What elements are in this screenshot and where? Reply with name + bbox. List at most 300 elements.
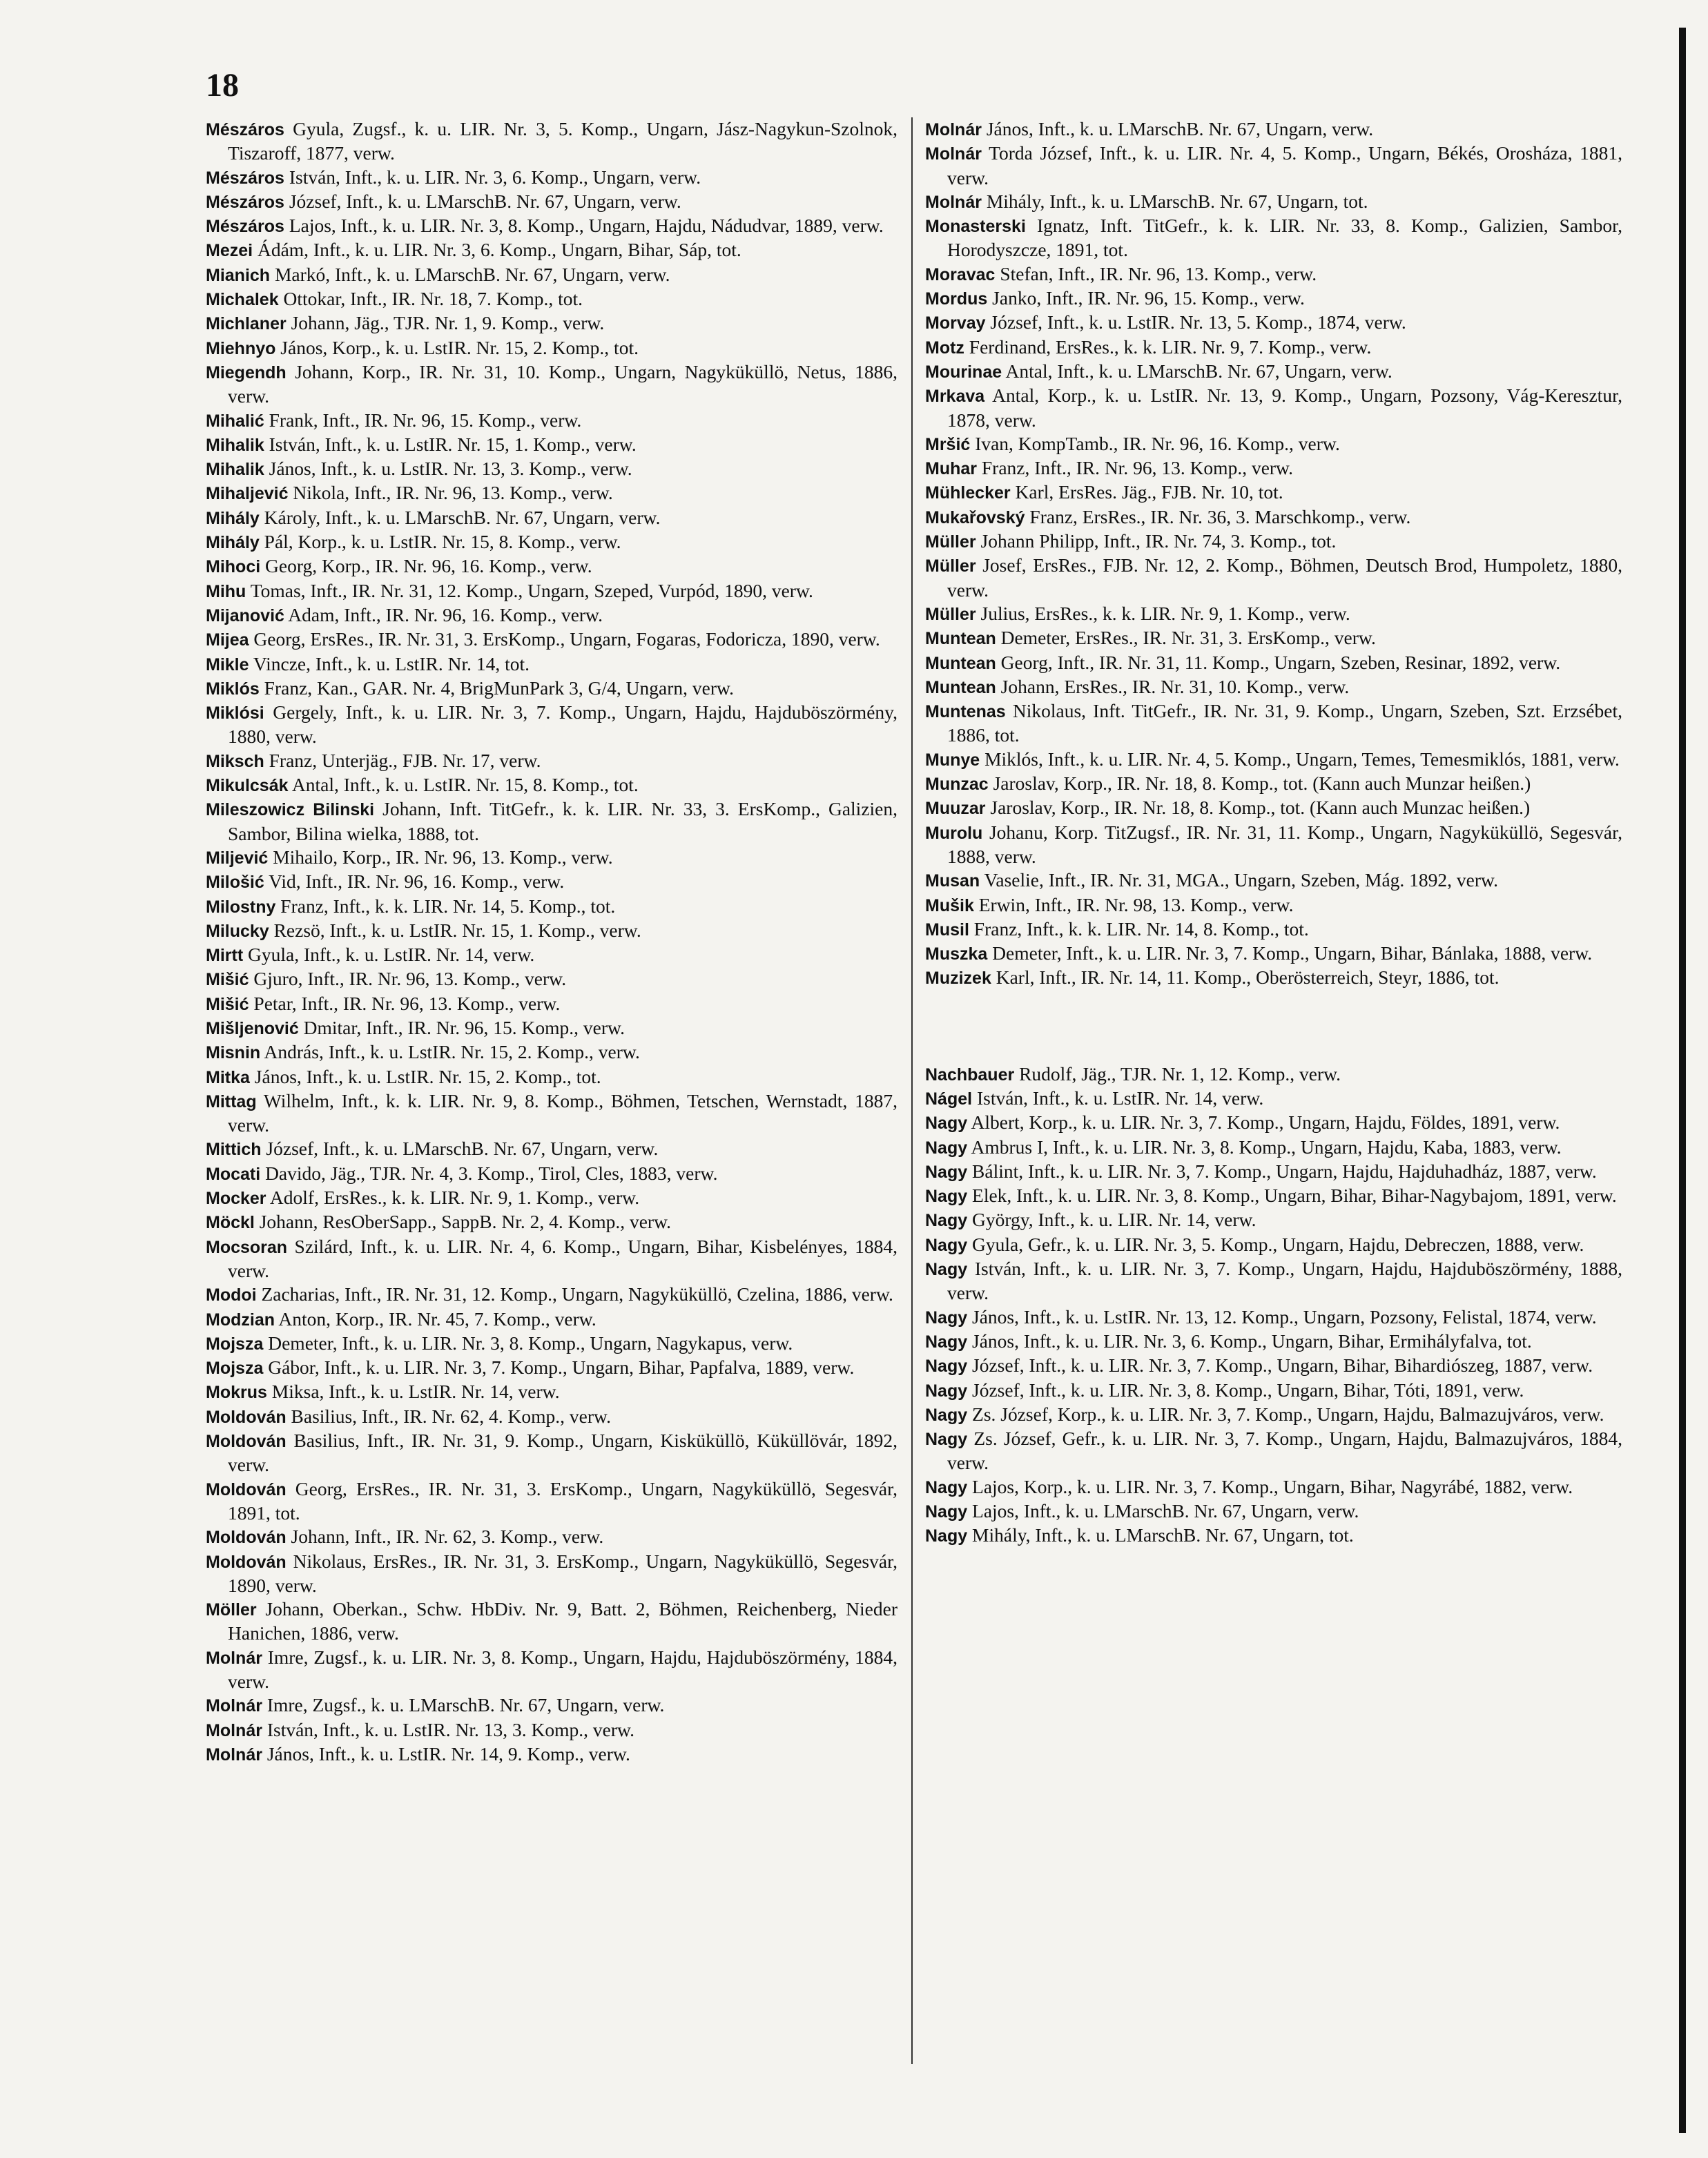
register-entry xyxy=(925,432,1622,456)
entry-details: János, Inft., k. u. LstIR. Nr. 15, 2. Komp., tot. xyxy=(254,1065,601,1087)
entry-surname: Nágel xyxy=(925,1089,973,1109)
entry-surname: Mitka xyxy=(206,1067,250,1087)
entry-surname: Mühlecker xyxy=(925,483,1011,503)
entry-details: Jaroslav, Korp., IR. Nr. 18, 8. Komp., tot. (Kann auch Munzar heißen.) xyxy=(993,772,1531,795)
entry-details: Ferdinand, ErsRes., k. k. LIR. Nr. 9, 7. Komp., verw. xyxy=(969,336,1372,358)
entry-surname: Molnár xyxy=(206,1744,262,1765)
entry-surname: Molnár xyxy=(206,1720,262,1740)
register-entry xyxy=(206,409,897,433)
register-entry xyxy=(925,1379,1622,1403)
register-entry xyxy=(925,893,1622,917)
register-entry xyxy=(206,214,897,238)
entry-details: József, Inft., k. u. LstIR. Nr. 13, 5. Komp., 1874, verw. xyxy=(990,311,1406,333)
entry-details: Basilius, Inft., IR. Nr. 62, 4. Komp., verw. xyxy=(291,1405,611,1427)
entry-details: István, Inft., k. u. LstIR. Nr. 13, 3. Komp., verw. xyxy=(266,1718,634,1740)
entry-surname: Moravac xyxy=(925,264,996,284)
register-entry xyxy=(206,1283,897,1307)
entry-details: Adam, Inft., IR. Nr. 96, 16. Komp., verw. xyxy=(288,603,603,625)
entry-details: Demeter, Inft., k. u. LIR. Nr. 3, 7. Komp., Ungarn, Bihar, Bánlaka, 1888, verw. xyxy=(992,942,1593,964)
register-entry xyxy=(206,506,897,530)
section-gap xyxy=(925,991,1622,1062)
entry-surname: Mocker xyxy=(206,1189,266,1209)
register-entry xyxy=(206,1235,897,1283)
entry-details: Ottokar, Inft., IR. Nr. 18, 7. Komp., tot. xyxy=(283,288,583,310)
entry-details: Rezsö, Inft., k. u. LstIR. Nr. 15, 1. Komp., verw. xyxy=(273,919,641,941)
entry-details: Lajos, Inft., k. u. LIR. Nr. 3, 8. Komp., Ungarn, Hajdu, Nádudvar, 1889, verw. xyxy=(289,215,884,237)
entry-surname: Nagy xyxy=(925,1187,968,1207)
register-entry xyxy=(206,287,897,311)
entry-details: Imre, Zugsf., k. u. LIR. Nr. 3, 8. Komp., Ungarn, Hajdu, Hajduböszörmény, 1884, verw. xyxy=(228,1646,898,1692)
register-entry xyxy=(925,1403,1622,1427)
entry-surname: Miklósi xyxy=(206,703,264,723)
entry-details: József, Inft., k. u. LMarschB. Nr. 67, Ungarn, verw. xyxy=(289,190,681,212)
entry-details: István, Inft., k. u. LIR. Nr. 3, 7. Komp., Ungarn, Hajdu, Hajduböszörmény, 1888, verw. xyxy=(947,1258,1623,1304)
register-entry xyxy=(925,505,1622,529)
entry-details: János, Inft., k. u. LMarschB. Nr. 67, Ungarn, verw. xyxy=(986,118,1374,139)
entry-surname: Nagy xyxy=(925,1162,968,1182)
entry-details: Mihály, Inft., k. u. LMarschB. Nr. 67, Ungarn, tot. xyxy=(986,190,1368,212)
entry-surname: Monasterski xyxy=(925,217,1026,237)
register-entry xyxy=(925,360,1622,384)
entry-details: Gjuro, Inft., IR. Nr. 96, 13. Komp., verw. xyxy=(253,968,567,990)
entry-surname: Muntenas xyxy=(925,702,1006,722)
entry-surname: Mihalić xyxy=(206,411,264,431)
entry-surname: Miljević xyxy=(206,848,269,868)
entry-details: György, Inft., k. u. LIR. Nr. 14, verw. xyxy=(972,1209,1256,1231)
entry-surname: Nagy xyxy=(925,1502,968,1522)
entry-details: Rudolf, Jäg., TJR. Nr. 1, 12. Komp., verw. xyxy=(1019,1062,1341,1085)
entry-surname: Mojsza xyxy=(206,1334,264,1354)
entry-details: István, Inft., k. u. LstIR. Nr. 14, verw. xyxy=(976,1087,1264,1109)
entry-surname: Mittich xyxy=(206,1140,262,1160)
register-entry xyxy=(206,1356,897,1380)
entry-details: Vaselie, Inft., IR. Nr. 31, MGA., Ungarn, Szeben, Mág. 1892, verw. xyxy=(984,869,1498,891)
entry-details: Elek, Inft., k. u. LIR. Nr. 3, 8. Komp., Ungarn, Bihar, Bihar-Nagybajom, 1891, verw. xyxy=(972,1185,1617,1207)
entry-surname: Mileszowicz Bilinski xyxy=(206,800,375,820)
register-entry xyxy=(925,529,1622,554)
entry-surname: Moldován xyxy=(206,1552,287,1572)
entry-details: Miksa, Inft., k. u. LstIR. Nr. 14, verw. xyxy=(271,1381,560,1403)
entry-details: Franz, Unterjäg., FJB. Nr. 17, verw. xyxy=(269,749,541,771)
entry-details: Antal, Inft., k. u. LMarschB. Nr. 67, Ungarn, verw. xyxy=(1005,360,1392,382)
entry-details: Johann, ErsRes., IR. Nr. 31, 10. Komp., verw. xyxy=(1000,675,1350,697)
register-entry xyxy=(925,1524,1622,1548)
entry-details: Johanu, Korp. TitZugsf., IR. Nr. 31, 11. Komp., Ungarn, Nagyküküllö, Segesvár, 1888, verw. xyxy=(947,821,1623,867)
entry-surname: Mihalik xyxy=(206,435,264,455)
register-entry xyxy=(206,336,897,360)
register-entry xyxy=(925,1184,1622,1208)
register-entry xyxy=(925,214,1622,262)
entry-details: Georg, ErsRes., IR. Nr. 31, 3. ErsKomp., Ungarn, Nagyküküllö, Segesvár, 1891, tot. xyxy=(228,1477,898,1524)
entry-surname: Mijea xyxy=(206,630,249,650)
entry-details: István, Inft., k. u. LIR. Nr. 3, 6. Komp., Ungarn, verw. xyxy=(289,166,701,188)
entry-details: Nikola, Inft., IR. Nr. 96, 13. Komp., verw. xyxy=(293,482,613,504)
register-entry xyxy=(925,262,1622,286)
register-entry xyxy=(206,1065,897,1089)
entry-surname: Mészáros xyxy=(206,120,284,139)
register-entry xyxy=(925,142,1622,190)
entry-surname: Nagy xyxy=(925,1308,968,1328)
entry-details: Demeter, ErsRes., IR. Nr. 31, 3. ErsKomp., verw. xyxy=(1000,627,1376,649)
entry-details: Imre, Zugsf., k. u. LMarschB. Nr. 67, Ungarn, verw. xyxy=(266,1694,665,1716)
entry-surname: Nachbauer xyxy=(925,1065,1015,1085)
register-entry xyxy=(206,1186,897,1210)
entry-surname: Mocsoran xyxy=(206,1237,288,1257)
register-entry xyxy=(206,1089,897,1138)
entry-surname: Nagy xyxy=(925,1332,968,1352)
register-entry xyxy=(925,942,1622,966)
register-entry xyxy=(925,675,1622,699)
entry-details: Franz, ErsRes., IR. Nr. 36, 3. Marschkomp., verw. xyxy=(1029,505,1411,527)
register-entry xyxy=(925,1160,1622,1184)
entry-surname: Mršić xyxy=(925,434,971,454)
entry-surname: Nagy xyxy=(925,1211,968,1231)
entry-details: Georg, ErsRes., IR. Nr. 31, 3. ErsKomp., Ungarn, Fogaras, Fodoricza, 1890, verw. xyxy=(253,628,880,650)
entry-surname: Moldován xyxy=(206,1432,287,1452)
entry-surname: Mišljenović xyxy=(206,1018,299,1038)
register-entry xyxy=(206,1308,897,1332)
entry-surname: Mišić xyxy=(206,970,249,990)
register-entry xyxy=(925,554,1622,602)
register-entry xyxy=(206,1040,897,1065)
register-entry xyxy=(206,1525,897,1549)
entry-surname: Möckl xyxy=(206,1213,255,1233)
entry-details: József, Inft., k. u. LIR. Nr. 3, 8. Komp., Ungarn, Bihar, Tóti, 1891, verw. xyxy=(972,1379,1524,1401)
register-entry xyxy=(206,603,897,628)
register-entry xyxy=(206,238,897,262)
entry-surname: Modoi xyxy=(206,1285,257,1305)
entry-details: Petar, Inft., IR. Nr. 96, 13. Komp., verw. xyxy=(253,992,561,1014)
entry-surname: Modzian xyxy=(206,1310,275,1330)
register-entry xyxy=(206,1718,897,1742)
register-entry xyxy=(925,796,1622,820)
entry-surname: Nagy xyxy=(925,1405,968,1425)
register-entry xyxy=(206,1646,897,1694)
entry-surname: Mourinae xyxy=(925,362,1002,382)
register-entry xyxy=(925,1208,1622,1232)
entry-details: Frank, Inft., IR. Nr. 96, 15. Komp., verw. xyxy=(269,409,582,431)
entry-details: Vid, Inft., IR. Nr. 96, 16. Komp., verw. xyxy=(269,871,565,893)
entry-surname: Moldován xyxy=(206,1528,287,1548)
register-entry xyxy=(206,1429,897,1477)
register-entry xyxy=(206,943,897,967)
entry-surname: Mrkava xyxy=(925,387,985,407)
entry-surname: Muzizek xyxy=(925,969,991,989)
entry-surname: Mukařovský xyxy=(925,507,1025,527)
entry-details: István, Inft., k. u. LstIR. Nr. 15, 1. Komp., verw. xyxy=(269,433,637,455)
entry-surname: Miksch xyxy=(206,751,264,771)
entry-details: János, Inft., k. u. LstIR. Nr. 14, 9. Komp., verw. xyxy=(266,1742,630,1765)
entry-details: Gyula, Zugsf., k. u. LIR. Nr. 3, 5. Komp., Ungarn, Jász-Nagykun-Szolnok, Tiszaroff, 1877, verw. xyxy=(228,118,897,164)
register-entry xyxy=(206,992,897,1016)
entry-surname: Munye xyxy=(925,750,980,770)
register-entry xyxy=(925,286,1622,311)
register-entry xyxy=(925,772,1622,796)
entry-details: Jaroslav, Korp., IR. Nr. 18, 8. Komp., tot. (Kann auch Munzac heißen.) xyxy=(990,797,1531,819)
entry-details: János, Inft., k. u. LstIR. Nr. 13, 12. Komp., Ungarn, Pozsony, Felistal, 1874, verw. xyxy=(972,1305,1597,1328)
entry-surname: Muntean xyxy=(925,629,996,649)
entry-surname: Müller xyxy=(925,556,976,576)
register-entry xyxy=(925,1330,1622,1354)
entry-surname: Molnár xyxy=(206,1696,262,1716)
entry-details: Mihály, Inft., k. u. LMarschB. Nr. 67, Ungarn, tot. xyxy=(972,1524,1354,1546)
entry-surname: Mordus xyxy=(925,289,988,309)
entry-details: Antal, Inft., k. u. LstIR. Nr. 15, 8. Komp., tot. xyxy=(291,774,639,796)
entry-details: József, Inft., k. u. LMarschB. Nr. 67, Ungarn, verw. xyxy=(266,1138,659,1160)
register-entry xyxy=(206,481,897,505)
entry-details: Gergely, Inft., k. u. LIR. Nr. 3, 7. Komp., Ungarn, Hajdu, Hajduböszörmény, 1880, verw. xyxy=(228,701,897,748)
entry-surname: Mikulcsák xyxy=(206,776,289,796)
entry-surname: Molnár xyxy=(925,144,982,164)
entry-surname: Motz xyxy=(925,338,964,358)
entry-details: Karl, ErsRes. Jäg., FJB. Nr. 10, tot. xyxy=(1015,481,1283,503)
entry-details: Ádám, Inft., k. u. LIR. Nr. 3, 6. Komp., Ungarn, Bihar, Sáp, tot. xyxy=(257,239,741,261)
register-entry xyxy=(206,749,897,773)
register-entry xyxy=(925,1087,1622,1111)
entry-surname: Mocati xyxy=(206,1164,261,1184)
entry-surname: Nagy xyxy=(925,1114,968,1134)
register-entry xyxy=(206,797,897,846)
entry-details: Franz, Inft., k. k. LIR. Nr. 14, 5. Komp., tot. xyxy=(280,895,616,917)
entry-details: Franz, Inft., IR. Nr. 96, 13. Komp., verw. xyxy=(981,457,1294,479)
entry-details: Mihailo, Korp., IR. Nr. 96, 13. Komp., verw. xyxy=(273,846,613,868)
entry-surname: Moldován xyxy=(206,1407,287,1427)
register-entry xyxy=(925,1354,1622,1378)
entry-surname: Muntean xyxy=(925,653,996,673)
entry-surname: Mirtt xyxy=(206,946,244,966)
entry-details: Julius, ErsRes., k. k. LIR. Nr. 9, 1. Komp., verw. xyxy=(980,602,1350,624)
entry-surname: Muuzar xyxy=(925,799,986,819)
entry-surname: Mihu xyxy=(206,581,246,601)
register-entry xyxy=(925,1233,1622,1257)
entry-surname: Musan xyxy=(925,871,980,891)
entry-surname: Miegendh xyxy=(206,362,287,382)
entry-surname: Nagy xyxy=(925,1357,968,1377)
entry-surname: Musil xyxy=(925,920,969,940)
entry-surname: Moldován xyxy=(206,1479,287,1499)
register-entry xyxy=(206,1742,897,1767)
entry-surname: Milošić xyxy=(206,873,264,893)
right-column-n-entries xyxy=(925,1062,1622,1548)
register-entry xyxy=(925,1475,1622,1499)
register-entry xyxy=(206,433,897,457)
register-entry xyxy=(206,263,897,287)
entry-details: Franz, Inft., k. k. LIR. Nr. 14, 8. Komp., tot. xyxy=(973,917,1309,940)
entry-details: Franz, Kan., GAR. Nr. 4, BrigMunPark 3, G/4, Ungarn, verw. xyxy=(264,677,734,699)
entry-surname: Munzac xyxy=(925,775,989,795)
register-entry xyxy=(206,1405,897,1429)
entry-details: Gyula, Gefr., k. u. LIR. Nr. 3, 5. Komp., Ungarn, Hajdu, Debreczen, 1888, verw. xyxy=(972,1233,1584,1255)
register-entry xyxy=(925,699,1622,748)
entry-details: Nikolaus, ErsRes., IR. Nr. 31, 3. ErsKomp., Ungarn, Nagyküküllö, Segesvár, 1890, verw. xyxy=(228,1550,898,1596)
entry-details: Gábor, Inft., k. u. LIR. Nr. 3, 7. Komp., Ungarn, Bihar, Papfalva, 1889, verw. xyxy=(268,1357,855,1379)
entry-details: Johann, Oberkan., Schw. HbDiv. Nr. 9, Batt. 2, Böhmen, Reichenberg, Nieder Hanichen, 1886, verw. xyxy=(228,1598,898,1644)
entry-surname: Molnár xyxy=(925,120,982,139)
right-column xyxy=(925,117,1622,1548)
register-entry xyxy=(925,1062,1622,1087)
entry-surname: Molnár xyxy=(206,1648,262,1668)
entry-details: Erwin, Inft., IR. Nr. 98, 13. Komp., verw. xyxy=(978,893,1294,915)
entry-details: Josef, ErsRes., FJB. Nr. 12, 2. Komp., Böhmen, Deutsch Brod, Humpoletz, 1880, verw. xyxy=(947,554,1622,601)
entry-surname: Müller xyxy=(925,604,976,624)
entry-details: János, Inft., k. u. LstIR. Nr. 13, 3. Komp., verw. xyxy=(269,458,632,480)
entry-surname: Mokrus xyxy=(206,1383,267,1403)
register-entry xyxy=(206,1137,897,1161)
entry-surname: Nagy xyxy=(925,1260,968,1280)
register-entry xyxy=(925,384,1622,432)
entry-details: Janko, Inft., IR. Nr. 96, 15. Komp., verw. xyxy=(992,287,1305,309)
register-entry xyxy=(206,628,897,652)
entry-details: Ignatz, Inft. TitGefr., k. k. LIR. Nr. 33, 8. Komp., Galizien, Sambor, Horodyszcze, 1891, tot. xyxy=(947,215,1622,261)
register-entry xyxy=(206,773,897,797)
entry-details: János, Korp., k. u. LstIR. Nr. 15, 2. Komp., tot. xyxy=(280,336,639,358)
entry-details: Anton, Korp., IR. Nr. 45, 7. Komp., verw. xyxy=(278,1308,596,1330)
register-entry xyxy=(925,1427,1622,1475)
register-entry xyxy=(206,554,897,579)
entry-details: Szilárd, Inft., k. u. LIR. Nr. 4, 6. Komp., Ungarn, Bihar, Kisbelényes, 1884, verw. xyxy=(228,1235,898,1281)
entry-surname: Murolu xyxy=(925,823,983,843)
register-entry xyxy=(925,651,1622,675)
entry-surname: Mittag xyxy=(206,1091,257,1111)
register-entry xyxy=(206,117,897,166)
entry-details: Zacharias, Inft., IR. Nr. 31, 12. Komp., Ungarn, Nagyküküllö, Czelina, 1886, verw. xyxy=(261,1283,893,1305)
entry-details: Johann, Inft. TitGefr., k. k. LIR. Nr. 33, 3. ErsKomp., Galizien, Sambor, Bilina wielka, 1888, tot. xyxy=(228,798,897,844)
entry-details: Nikolaus, Inft. TitGefr., IR. Nr. 31, 9. Komp., Ungarn, Szeben, Szt. Erzsébet, 1886, tot. xyxy=(947,700,1622,746)
register-entry xyxy=(925,602,1622,626)
entry-surname: Michlaner xyxy=(206,314,287,334)
register-entry xyxy=(206,457,897,481)
entry-surname: Michalek xyxy=(206,290,279,310)
register-entry xyxy=(925,1111,1622,1135)
page-number: 18 xyxy=(206,67,239,104)
entry-details: Miklós, Inft., k. u. LIR. Nr. 4, 5. Komp., Ungarn, Temes, Temesmiklós, 1881, verw. xyxy=(984,748,1620,770)
entry-details: Bálint, Inft., k. u. LIR. Nr. 3, 7. Komp., Ungarn, Hajdu, Hajduhadház, 1887, verw. xyxy=(972,1160,1597,1182)
register-entry xyxy=(206,677,897,701)
entry-surname: Nagy xyxy=(925,1430,968,1450)
entry-details: Torda József, Inft., k. u. LIR. Nr. 4, 5. Komp., Ungarn, Békés, Orosháza, 1881, verw. xyxy=(947,142,1623,188)
page-edge xyxy=(1679,28,1686,2133)
entry-surname: Molnár xyxy=(925,192,982,212)
register-entry xyxy=(206,1016,897,1040)
entry-surname: Muhar xyxy=(925,459,977,479)
entry-surname: Milostny xyxy=(206,897,276,917)
register-entry xyxy=(206,1162,897,1186)
register-entry xyxy=(206,1597,897,1646)
entry-details: András, Inft., k. u. LstIR. Nr. 15, 2. Komp., verw. xyxy=(264,1041,640,1063)
register-entry xyxy=(206,579,897,603)
column-divider xyxy=(911,117,913,2064)
register-entry xyxy=(925,480,1622,505)
entry-details: Tomas, Inft., IR. Nr. 31, 12. Komp., Ungarn, Szeped, Vurpód, 1890, verw. xyxy=(250,579,813,601)
entry-details: János, Inft., k. u. LIR. Nr. 3, 6. Komp., Ungarn, Bihar, Ermihályfalva, tot. xyxy=(972,1330,1532,1352)
register-entry xyxy=(206,530,897,554)
register-entry xyxy=(206,1477,897,1526)
entry-surname: Nagy xyxy=(925,1381,968,1401)
register-entry xyxy=(206,360,897,409)
register-entry xyxy=(925,917,1622,942)
entry-surname: Mikle xyxy=(206,654,249,674)
left-column xyxy=(206,117,897,1767)
entry-details: Stefan, Inft., IR. Nr. 96, 13. Komp., verw. xyxy=(1000,262,1317,284)
entry-surname: Mihály xyxy=(206,508,260,528)
entry-surname: Nagy xyxy=(925,1477,968,1497)
register-entry xyxy=(206,1210,897,1234)
entry-details: Basilius, Inft., IR. Nr. 31, 9. Komp., Ungarn, Kisküküllö, Küküllövár, 1892, verw. xyxy=(228,1430,897,1476)
entry-details: Lajos, Inft., k. u. LMarschB. Nr. 67, Ungarn, verw. xyxy=(972,1500,1359,1522)
entry-details: Adolf, ErsRes., k. k. LIR. Nr. 9, 1. Komp., verw. xyxy=(269,1187,640,1209)
register-entry xyxy=(206,870,897,894)
entry-surname: Misnin xyxy=(206,1043,261,1063)
entry-details: Demeter, Inft., k. u. LIR. Nr. 3, 8. Komp., Ungarn, Nagykapus, verw. xyxy=(268,1332,793,1354)
entry-surname: Mišić xyxy=(206,994,249,1014)
entry-details: Davido, Jäg., TJR. Nr. 4, 3. Komp., Tirol, Cles, 1883, verw. xyxy=(265,1162,718,1184)
register-entry xyxy=(925,456,1622,480)
register-entry xyxy=(206,1693,897,1718)
register-entry xyxy=(925,821,1622,869)
register-entry xyxy=(206,967,897,991)
entry-details: Johann, ResOberSapp., SappB. Nr. 2, 4. Komp., verw. xyxy=(259,1211,672,1233)
register-entry xyxy=(206,1550,897,1598)
register-entry xyxy=(206,166,897,190)
entry-details: Antal, Korp., k. u. LstIR. Nr. 13, 9. Komp., Ungarn, Pozsony, Vág-Keresztur, 1878, verw. xyxy=(947,385,1623,431)
entry-details: Wilhelm, Inft., k. k. LIR. Nr. 9, 8. Komp., Böhmen, Tetschen, Wernstadt, 1887, verw. xyxy=(228,1089,897,1136)
entry-surname: Müller xyxy=(925,532,976,552)
entry-surname: Mihály xyxy=(206,533,260,553)
entry-details: József, Inft., k. u. LIR. Nr. 3, 7. Komp., Ungarn, Bihar, Bihardiószeg, 1887, verw. xyxy=(972,1354,1593,1377)
entry-surname: Miehnyo xyxy=(206,338,276,358)
register-entry xyxy=(925,1305,1622,1330)
register-entry xyxy=(206,311,897,336)
entry-details: Lajos, Korp., k. u. LIR. Nr. 3, 7. Komp., Ungarn, Bihar, Nagyrábé, 1882, verw. xyxy=(972,1475,1573,1497)
entry-surname: Mészáros xyxy=(206,168,284,188)
register-entry xyxy=(925,1257,1622,1305)
entry-details: Albert, Korp., k. u. LIR. Nr. 3, 7. Komp., Ungarn, Hajdu, Földes, 1891, verw. xyxy=(971,1111,1560,1134)
register-entry xyxy=(206,190,897,214)
entry-details: Vincze, Inft., k. u. LstIR. Nr. 14, tot. xyxy=(253,652,530,674)
entry-surname: Mijanović xyxy=(206,605,284,625)
register-entry xyxy=(925,748,1622,772)
register-entry xyxy=(925,1136,1622,1160)
entry-details: Johann Philipp, Inft., IR. Nr. 74, 3. Komp., tot. xyxy=(980,530,1337,552)
entry-details: Ambrus I, Inft., k. u. LIR. Nr. 3, 8. Komp., Ungarn, Hajdu, Kaba, 1883, verw. xyxy=(971,1136,1562,1158)
entry-details: Pál, Korp., k. u. LstIR. Nr. 15, 8. Komp., verw. xyxy=(264,531,621,553)
entry-surname: Miklós xyxy=(206,679,260,699)
entry-surname: Mianich xyxy=(206,265,271,285)
entry-details: Johann, Korp., IR. Nr. 31, 10. Komp., Ungarn, Nagyküküllö, Netus, 1886, verw. xyxy=(228,360,898,407)
register-entry xyxy=(925,190,1622,214)
register-entry xyxy=(925,1499,1622,1524)
entry-surname: Mihoci xyxy=(206,557,261,577)
register-entry xyxy=(206,846,897,870)
entry-surname: Milucky xyxy=(206,921,269,941)
register-entry xyxy=(925,336,1622,360)
entry-details: Karl, Inft., IR. Nr. 14, 11. Komp., Oberösterreich, Steyr, 1886, tot. xyxy=(996,966,1500,989)
entry-details: Zs. József, Gefr., k. u. LIR. Nr. 3, 7. Komp., Ungarn, Hajdu, Balmazujváros, 1884, verw. xyxy=(947,1428,1622,1474)
register-entry xyxy=(206,652,897,677)
entry-surname: Mezei xyxy=(206,241,253,261)
entry-details: Markó, Inft., k. u. LMarschB. Nr. 67, Ungarn, verw. xyxy=(274,263,670,285)
entry-surname: Mészáros xyxy=(206,217,284,237)
register-entry xyxy=(925,311,1622,335)
register-entry xyxy=(206,701,897,749)
register-entry xyxy=(925,626,1622,650)
register-entry xyxy=(925,868,1622,893)
register-entry xyxy=(206,1332,897,1356)
entry-details: Johann, Jäg., TJR. Nr. 1, 9. Komp., verw. xyxy=(291,312,605,334)
entry-surname: Mihalik xyxy=(206,460,264,480)
entry-surname: Muntean xyxy=(925,677,996,697)
entry-surname: Nagy xyxy=(925,1138,968,1158)
